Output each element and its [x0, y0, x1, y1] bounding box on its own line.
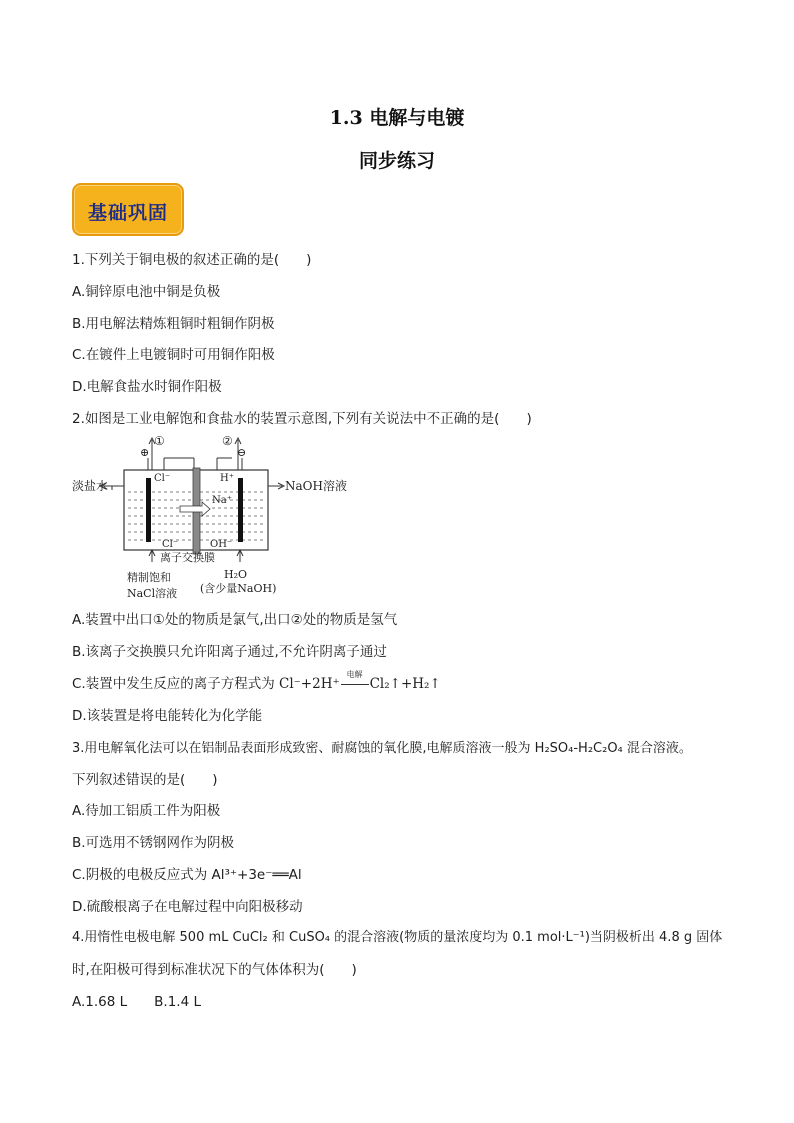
q2-option-c-prefix: C.装置中发生反应的离子方程式为	[72, 676, 280, 692]
cl-minus-top-label: Cl⁻	[154, 473, 171, 484]
outlet-2-label: ②	[222, 434, 233, 448]
left-inlet-label-2: NaCl溶液	[127, 587, 178, 600]
section-badge-label: 基础巩固	[87, 202, 168, 224]
section-badge	[72, 183, 184, 236]
q2-option-c	[72, 670, 441, 693]
electrolysis-cell-diagram	[72, 430, 352, 602]
q3-option-c: C.阴极的电极反应式为 Al³⁺+3e⁻══Al	[72, 867, 302, 883]
membrane-label: 离子交换膜	[160, 551, 215, 564]
q1-option-c: C.在镀件上电镀铜时可用铜作阳极	[72, 347, 275, 363]
left-outlet-label: 淡盐水	[72, 479, 109, 493]
electrolysis-condition: 电解	[346, 670, 363, 679]
h-plus-label: H⁺	[220, 473, 234, 484]
q3-option-a: A.待加工铝质工件为阳极	[72, 803, 221, 819]
electrolysis-arrow	[340, 670, 370, 693]
left-inlet-label-1: 精制饱和	[127, 571, 171, 584]
q2-option-a: A.装置中出口①处的物质是氯气,出口②处的物质是氢气	[72, 612, 398, 628]
q2-option-b: B.该离子交换膜只允许阳离子通过,不允许阴离子通过	[72, 644, 387, 660]
q3-stem-line2: 下列叙述错误的是( )	[72, 772, 218, 788]
q3-option-d: D.硫酸根离子在电解过程中向阳极移动	[72, 899, 303, 915]
q2-stem: 2.如图是工业电解饱和食盐水的装置示意图,下列有关说法中不正确的是( )	[72, 411, 532, 427]
q3-option-b: B.可选用不锈钢网作为阴极	[72, 835, 235, 851]
q2-option-d: D.该装置是将电能转化为化学能	[72, 708, 263, 724]
na-plus-label: Na⁺	[212, 495, 232, 506]
page-subtitle: 同步练习	[358, 150, 435, 172]
right-inlet-label-1: H₂O	[224, 568, 248, 581]
q1-option-b: B.用电解法精炼粗铜时粗铜作阴极	[72, 316, 275, 332]
q2-option-c-left: Cl⁻+2H⁺	[279, 676, 340, 692]
cl-minus-bottom-label: Cl⁻	[162, 539, 179, 550]
oh-minus-label: OH⁻	[210, 539, 233, 550]
q2-option-c-right: Cl₂↑+H₂↑	[369, 676, 441, 692]
q1-option-d: D.电解食盐水时铜作阳极	[72, 379, 222, 395]
minus-sign: ⊖	[237, 446, 247, 459]
right-inlet-label-2: (含少量NaOH)	[200, 582, 277, 595]
outlet-1-label: ①	[154, 434, 165, 448]
q1-option-a: A.铜锌原电池中铜是负极	[72, 284, 221, 300]
q3-stem-line1: 3.用电解氧化法可以在铝制品表面形成致密、耐腐蚀的氧化膜,电解质溶液一般为 H₂SO₄-H₂C₂O₄ 混合溶液。	[72, 741, 692, 756]
q4-stem-line2: 时,在阳极可得到标准状况下的气体体积为( )	[72, 962, 357, 978]
page-title: 1.3 电解与电镀	[329, 107, 465, 129]
q4-stem-line1: 4.用惰性电极电解 500 mL CuCl₂ 和 CuSO₄ 的混合溶液(物质的量浓度均为 0.1 mol·L⁻¹)当阴极析出 4.8 g 固体	[72, 930, 723, 945]
plus-sign: ⊕	[140, 446, 150, 459]
q4-options: A.1.68 L B.1.4 L	[72, 994, 201, 1010]
q1-stem: 1.下列关于铜电极的叙述正确的是( )	[72, 252, 312, 268]
right-outlet-label: NaOH溶液	[285, 479, 347, 493]
